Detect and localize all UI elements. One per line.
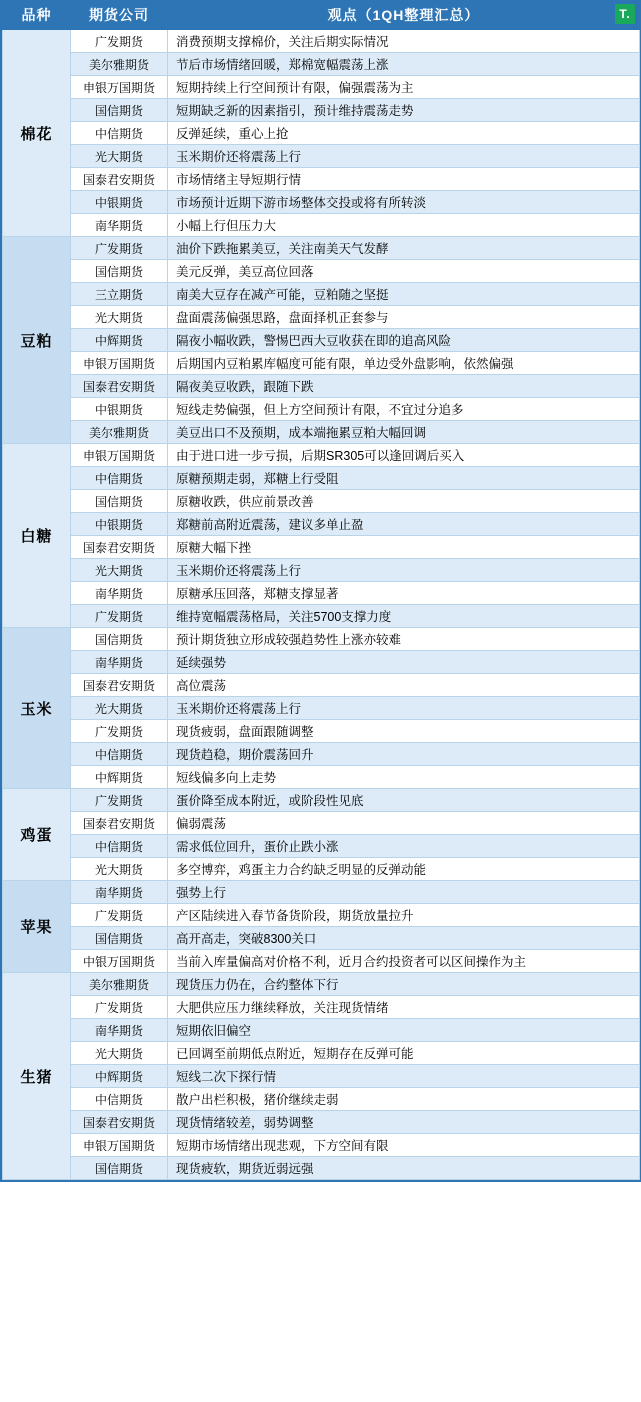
view-cell: 产区陆续进入春节备货阶段，期货放量拉升 [168,904,640,927]
firm-cell: 南华期货 [71,651,168,674]
firm-cell: 光大期货 [71,858,168,881]
view-cell: 南美大豆存在减产可能，豆粕随之坚挺 [168,283,640,306]
view-cell: 蛋价降至成本附近，或阶段性见底 [168,789,640,812]
table-row [3,674,640,697]
table-row [3,881,640,904]
firm-cell: 中辉期货 [71,766,168,789]
table-row [3,651,640,674]
table-row [3,1088,640,1111]
view-cell: 现货趋稳，期价震荡回升 [168,743,640,766]
firm-cell: 光大期货 [71,1042,168,1065]
firm-cell: 国信期货 [71,99,168,122]
table-row [3,605,640,628]
table-row [3,145,640,168]
table-row [3,237,640,260]
table-row [3,214,640,237]
table-row [3,1042,640,1065]
view-cell: 美豆出口不及预期，成本端拖累豆粕大幅回调 [168,421,640,444]
table-row [3,697,640,720]
table-row [3,858,640,881]
view-cell: 短期依旧偏空 [168,1019,640,1042]
table-row [3,766,640,789]
firm-cell: 国泰君安期货 [71,168,168,191]
firm-cell: 光大期货 [71,306,168,329]
firm-cell: 广发期货 [71,996,168,1019]
firm-cell: 三立期货 [71,283,168,306]
firm-cell: 国泰君安期货 [71,536,168,559]
view-cell: 短线走势偏强，但上方空间预计有限，不宜过分追多 [168,398,640,421]
category-cell: 鸡蛋 [3,789,71,881]
view-cell: 强势上行 [168,881,640,904]
firm-cell: 中信期货 [71,122,168,145]
view-cell: 油价下跌拖累美豆，关注南美天气发酵 [168,237,640,260]
view-cell: 偏弱震荡 [168,812,640,835]
view-cell: 节后市场情绪回暖，郑棉宽幅震荡上涨 [168,53,640,76]
view-cell: 原糖大幅下挫 [168,536,640,559]
firm-cell: 美尔雅期货 [71,973,168,996]
view-cell: 高位震荡 [168,674,640,697]
category-cell: 棉花 [3,30,71,237]
view-cell: 原糖承压回落，郑糖支撑显著 [168,582,640,605]
table-row [3,1111,640,1134]
view-cell: 短期持续上行空间预计有限，偏强震荡为主 [168,76,640,99]
view-cell: 由于进口进一步亏损，后期SR305可以逢回调后买入 [168,444,640,467]
firm-cell: 申银万国期货 [71,76,168,99]
firm-cell: 广发期货 [71,904,168,927]
table-row [3,559,640,582]
firm-cell: 国信期货 [71,260,168,283]
view-cell: 预计期货独立形成较强趋势性上涨亦较难 [168,628,640,651]
table-row [3,375,640,398]
firm-cell: 南华期货 [71,582,168,605]
view-cell: 短线偏多向上走势 [168,766,640,789]
table-row [3,743,640,766]
firm-cell: 美尔雅期货 [71,53,168,76]
table-row [3,904,640,927]
firm-cell: 中银期货 [71,513,168,536]
firm-cell: 南华期货 [71,881,168,904]
firm-cell: 广发期货 [71,605,168,628]
view-cell: 散户出栏积极，猪价继续走弱 [168,1088,640,1111]
firm-cell: 中信期货 [71,1088,168,1111]
header-row [3,1,640,30]
futures-views-table [2,0,640,1180]
view-cell: 多空博弈，鸡蛋主力合约缺乏明显的反弹动能 [168,858,640,881]
header-view-label: 观点（1QH整理汇总） [327,7,480,23]
category-cell: 苹果 [3,881,71,973]
table-body [3,30,640,1180]
firm-cell: 中信期货 [71,835,168,858]
table-row [3,306,640,329]
view-cell: 反弹延续，重心上抢 [168,122,640,145]
view-cell: 后期国内豆粕累库幅度可能有限，单边受外盘影响，依然偏强 [168,352,640,375]
view-cell: 盘面震荡偏强思路，盘面择机正套参与 [168,306,640,329]
brand-logo-icon: T. [615,4,635,24]
table-row [3,283,640,306]
table-row [3,99,640,122]
table-row [3,835,640,858]
table-row [3,53,640,76]
view-cell: 需求低位回升，蛋价止跌小涨 [168,835,640,858]
view-cell: 消费预期支撑棉价，关注后期实际情况 [168,30,640,53]
view-cell: 隔夜小幅收跌，警惕巴西大豆收获在即的追高风险 [168,329,640,352]
firm-cell: 光大期货 [71,145,168,168]
view-cell: 原糖预期走弱，郑糖上行受阻 [168,467,640,490]
view-cell: 延续强势 [168,651,640,674]
category-cell: 白糖 [3,444,71,628]
table-row [3,927,640,950]
firm-cell: 申银万国期货 [71,444,168,467]
firm-cell: 光大期货 [71,697,168,720]
category-cell: 玉米 [3,628,71,789]
firm-cell: 南华期货 [71,214,168,237]
view-cell: 市场情绪主导短期行情 [168,168,640,191]
header-firm: 期货公司 [71,1,168,30]
view-cell: 短线二次下探行情 [168,1065,640,1088]
view-cell: 现货疲弱，盘面跟随调整 [168,720,640,743]
view-cell: 短期缺乏新的因素指引，预计维持震荡走势 [168,99,640,122]
table-row [3,76,640,99]
view-cell: 短期市场情绪出现悲观，下方空间有限 [168,1134,640,1157]
view-cell: 小幅上行但压力大 [168,214,640,237]
table-header [3,1,640,30]
table-row [3,1134,640,1157]
firm-cell: 国泰君安期货 [71,812,168,835]
table-row [3,996,640,1019]
view-cell: 现货情绪较差，弱势调整 [168,1111,640,1134]
firm-cell: 美尔雅期货 [71,421,168,444]
view-cell: 美元反弹，美豆高位回落 [168,260,640,283]
firm-cell: 中辉期货 [71,1065,168,1088]
table-row [3,1065,640,1088]
firm-cell: 中银万国期货 [71,950,168,973]
firm-cell: 申银万国期货 [71,352,168,375]
table-row [3,628,640,651]
table-row [3,720,640,743]
view-cell: 现货压力仍在，合约整体下行 [168,973,640,996]
firm-cell: 广发期货 [71,237,168,260]
firm-cell: 中信期货 [71,467,168,490]
header-view [168,1,640,30]
table-row [3,260,640,283]
firm-cell: 国泰君安期货 [71,375,168,398]
table-row [3,582,640,605]
view-cell: 当前入库量偏高对价格不利，近月合约投资者可以区间操作为主 [168,950,640,973]
table-row [3,1157,640,1180]
table-row [3,513,640,536]
view-cell: 大肥供应压力继续释放，关注现货情绪 [168,996,640,1019]
table-row [3,421,640,444]
firm-cell: 中银期货 [71,191,168,214]
firm-cell: 申银万国期货 [71,1134,168,1157]
view-cell: 维持宽幅震荡格局，关注5700支撑力度 [168,605,640,628]
table-row [3,490,640,513]
table-row [3,973,640,996]
firm-cell: 广发期货 [71,720,168,743]
view-cell: 郑糖前高附近震荡，建议多单止盈 [168,513,640,536]
firm-cell: 广发期货 [71,789,168,812]
table-row [3,168,640,191]
category-cell: 生猪 [3,973,71,1180]
firm-cell: 国泰君安期货 [71,1111,168,1134]
table-row [3,536,640,559]
firm-cell: 光大期货 [71,559,168,582]
firm-cell: 国信期货 [71,628,168,651]
category-cell: 豆粕 [3,237,71,444]
table-row [3,950,640,973]
table-row [3,398,640,421]
table-row [3,191,640,214]
view-cell: 玉米期价还将震荡上行 [168,559,640,582]
firm-cell: 国信期货 [71,1157,168,1180]
view-cell: 高开高走，突破8300关口 [168,927,640,950]
view-cell: 玉米期价还将震荡上行 [168,697,640,720]
table-row [3,467,640,490]
table-row [3,789,640,812]
table-row [3,1019,640,1042]
view-cell: 原糖收跌，供应前景改善 [168,490,640,513]
table-row [3,812,640,835]
firm-cell: 广发期货 [71,30,168,53]
table-row [3,122,640,145]
firm-cell: 南华期货 [71,1019,168,1042]
table-row [3,30,640,53]
view-cell: 隔夜美豆收跌，跟随下跌 [168,375,640,398]
firm-cell: 国信期货 [71,927,168,950]
header-category: 品种 [3,1,71,30]
firm-cell: 中银期货 [71,398,168,421]
firm-cell: 中辉期货 [71,329,168,352]
firm-cell: 中信期货 [71,743,168,766]
view-cell: 现货疲软，期货近弱远强 [168,1157,640,1180]
view-cell: 已回调至前期低点附近，短期存在反弹可能 [168,1042,640,1065]
table-row [3,352,640,375]
table-row [3,444,640,467]
view-cell: 玉米期价还将震荡上行 [168,145,640,168]
table-row [3,329,640,352]
view-cell: 市场预计近期下游市场整体交投或将有所转淡 [168,191,640,214]
firm-cell: 国信期货 [71,490,168,513]
firm-cell: 国泰君安期货 [71,674,168,697]
